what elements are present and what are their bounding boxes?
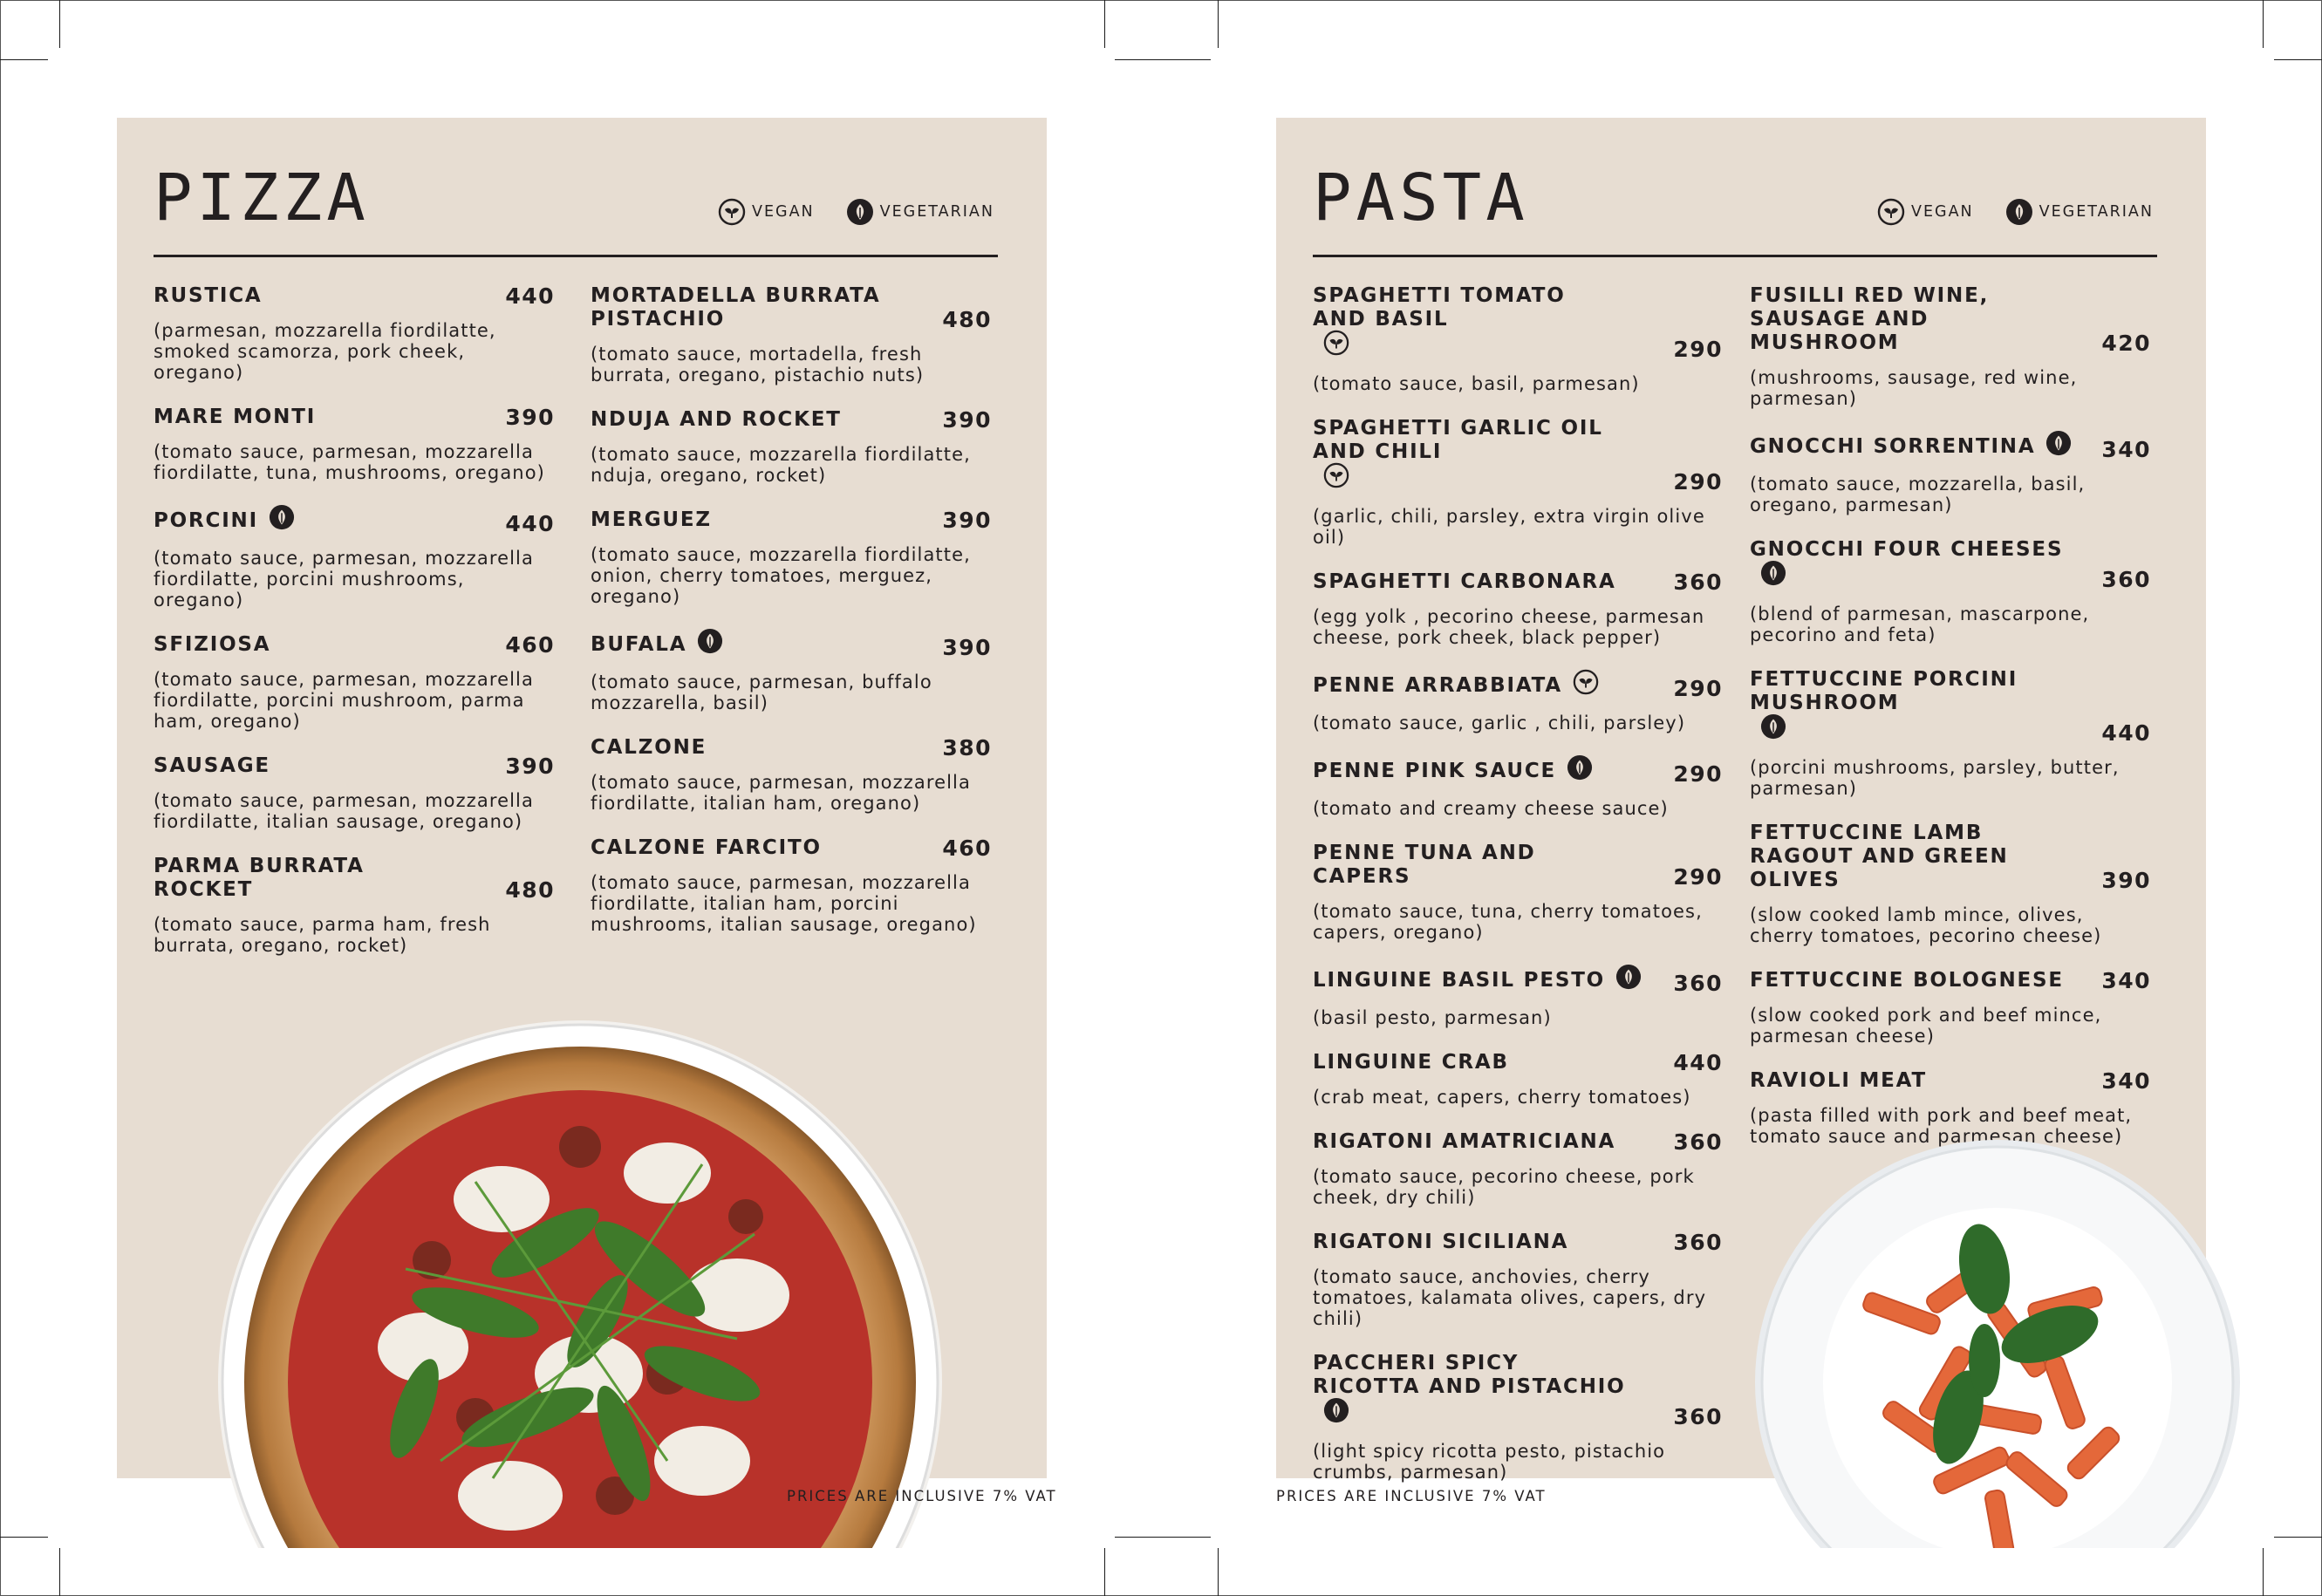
menu-item-header [591,408,992,432]
pasta-column-right [1750,284,2151,1170]
menu-item-price: 360 [1673,1404,1723,1429]
menu-item-header [154,406,555,429]
menu-item [1313,965,1723,1028]
menu-item-header [1313,570,1723,594]
menu-item-name: PARMA BURRATA ROCKET [154,855,365,901]
menu-item-header [1750,538,2151,591]
menu-item [154,506,555,610]
menu-item-price: 360 [1673,971,1723,996]
menu-item [1750,538,2151,645]
pizza-photo [214,1007,946,1548]
menu-item [591,736,992,814]
menu-item-description: (tomato sauce, parmesan, buffalo mozzarella, basil) [591,672,932,713]
crop-mark [1115,59,1211,60]
vat-note: PRICES ARE INCLUSIVE 7% VAT [787,1488,1057,1504]
vegetarian-icon [846,198,874,226]
crop-mark [1104,0,1105,48]
menu-item-description: (light spicy ricotta pesto, pistachio crumbs, parmesan) [1313,1441,1666,1483]
legend-vegetarian-label: VEGETARIAN [2039,203,2154,221]
menu-item [1313,842,1723,943]
menu-item-name: RIGATONI SICILIANA [1313,1231,1569,1253]
menu-item-description: (tomato sauce, anchovies, cherry tomatoes, kalamata olives, capers, dry chili) [1313,1266,1707,1329]
vegan-icon [1573,669,1599,699]
menu-item-header [154,754,555,778]
vegetarian-icon [269,504,295,534]
menu-item-price: 360 [1673,1129,1723,1155]
crop-mark [1115,1537,1211,1538]
menu-item-description: (tomato sauce, tuna, cherry tomatoes, capers, oregano) [1313,901,1703,943]
menu-item-header [591,736,992,760]
menu-item-name: SPAGHETTI TOMATO AND BASIL [1313,284,1566,331]
menu-item-description: (tomato sauce, basil, parmesan) [1313,373,1640,394]
menu-item-description: (porcini mushrooms, parsley, butter, parmesan) [1750,757,2120,799]
menu-item-price: 440 [1673,1050,1723,1075]
menu-item-header [154,633,555,657]
menu-item-name: CALZONE [591,736,707,759]
legend-vegan-label: VEGAN [1911,203,1974,221]
title-divider [154,255,998,257]
crop-mark [59,0,60,48]
menu-item-name: LINGUINE BASIL PESTO [1313,968,1606,992]
frame-top [0,0,2322,1]
menu-item-description: (tomato sauce, garlic , chili, parsley) [1313,713,1686,733]
menu-item-name: PENNE ARRABBIATA [1313,673,1562,697]
menu-item-description: (tomato sauce, mozzarella fiordilatte, nduja, oregano, rocket) [591,444,971,486]
crop-mark [1104,1548,1105,1596]
menu-item-description: (tomato sauce, mozzarella, basil, oregano, parmesan) [1750,474,2086,515]
menu-item-price: 290 [1673,469,1723,494]
menu-item-header [1313,417,1723,494]
menu-item-header [1313,1231,1723,1254]
crop-mark [2274,59,2322,60]
menu-item-header [1313,1130,1723,1154]
menu-item [1750,284,2151,409]
legend-vegetarian [846,198,994,226]
menu-item-name: PACCHERI SPICY RICOTTA AND PISTACHIO [1313,1352,1626,1398]
menu-item [1313,671,1723,733]
menu-item-header [591,836,992,860]
crop-mark [2263,0,2264,48]
crop-mark [2263,1548,2264,1596]
frame-left [0,0,1,1596]
vegetarian-icon [2045,430,2072,460]
menu-item-description: (tomato sauce, mozzarella fiordilatte, onion, cherry tomatoes, merguez, oregano) [591,544,971,607]
vegetarian-icon [697,628,723,658]
menu-item-name: RAVIOLI MEAT [1750,1069,1927,1092]
menu-item [1313,1352,1723,1483]
menu-item-price: 360 [1673,1230,1723,1255]
menu-item-header [591,508,992,532]
menu-item-header [1750,969,2151,992]
menu-item-name: MARE MONTI [154,406,317,428]
menu-item-price: 340 [2101,968,2151,993]
menu-item [1750,969,2151,1047]
vegetarian-icon [1323,1397,1349,1427]
menu-item-name: GNOCCHI SORRENTINA [1750,434,2036,458]
menu-item-header [1313,965,1723,995]
menu-item-price: 440 [505,511,555,536]
pasta-column-left [1313,284,1723,1505]
menu-item-name: MORTADELLA BURRATA PISTACHIO [591,284,881,331]
menu-item [1313,1130,1723,1208]
legend-vegan [718,198,815,226]
menu-item-name: RIGATONI AMATRICIANA [1313,1130,1616,1153]
menu-item [1313,284,1723,394]
menu-item-price: 290 [1673,676,1723,701]
menu-item-name: RUSTICA [154,284,263,307]
menu-item-header [154,284,555,308]
menu-item-description: (tomato sauce, pecorino cheese, pork cheek, dry chili) [1313,1166,1695,1208]
menu-item-name: NDUJA AND ROCKET [591,408,842,431]
pizza-column-right [591,284,992,958]
menu-item-header [1313,1352,1723,1429]
menu-item-name: FETTUCCINE BOLOGNESE [1750,969,2064,992]
menu-item-description: (tomato sauce, parmesan, mozzarella fiordilatte, porcini mushroom, parma ham, oregano) [154,669,534,732]
menu-item [1313,756,1723,819]
menu-item [1313,570,1723,648]
vegetarian-icon [2005,198,2033,226]
vegan-icon [1323,462,1349,492]
menu-item-description: (tomato sauce, mortadella, fresh burrata, oregano, pistachio nuts) [591,344,925,385]
menu-item-header [154,506,555,535]
menu-item-price: 390 [942,407,992,433]
legend-vegetarian [2005,198,2154,226]
menu-item-name: GNOCCHI FOUR CHEESES [1750,538,2064,561]
menu-item-name: PENNE PINK SAUCE [1313,759,1557,782]
menu-item-description: (tomato sauce, parmesan, mozzarella fiordilatte, italian ham, porcini mushrooms, italian sausage, oregano) [591,872,977,935]
menu-item-description: (mushrooms, sausage, red wine, parmesan) [1750,367,2078,409]
menu-item-name: MERGUEZ [591,508,712,531]
menu-item-header [1313,284,1723,361]
menu-item-price: 290 [1673,864,1723,890]
vegan-icon [1323,330,1349,359]
vegetarian-icon [1760,560,1786,590]
menu-item-price: 480 [942,307,992,332]
menu-item-header [154,855,555,902]
vegan-icon [1877,198,1905,226]
menu-item-price: 440 [505,283,555,309]
diet-legend [1846,198,2154,226]
diet-legend [686,198,994,226]
crop-mark [2274,1537,2322,1538]
menu-item-price: 340 [2101,437,2151,462]
menu-item-name: PENNE TUNA AND CAPERS [1313,842,1536,888]
menu-item [154,406,555,483]
menu-item-header [1750,822,2151,892]
menu-item [1313,1051,1723,1108]
menu-item-header [591,630,992,659]
menu-item-description: (garlic, chili, parsley, extra virgin olive oil) [1313,506,1705,548]
menu-item-name: CALZONE FARCITO [591,836,822,859]
menu-item [154,633,555,732]
crop-mark [0,1537,48,1538]
menu-item-price: 420 [2101,331,2151,356]
menu-item [591,508,992,607]
menu-item-price: 290 [1673,337,1723,362]
menu-item-header [1750,432,2151,461]
menu-item [1750,432,2151,515]
menu-item-description: (parmesan, mozzarella fiordilatte, smoked scamorza, pork cheek, oregano) [154,320,496,383]
menu-item-name: LINGUINE CRAB [1313,1051,1509,1074]
menu-item-description: (tomato sauce, parma ham, fresh burrata, oregano, rocket) [154,914,491,956]
menu-item-price: 290 [1673,761,1723,787]
menu-item-description: (tomato sauce, parmesan, mozzarella fiordilatte, italian ham, oregano) [591,772,971,814]
menu-item-description: (egg yolk , pecorino cheese, parmesan cheese, pork cheek, black pepper) [1313,606,1705,648]
menu-item-price: 390 [2101,868,2151,893]
menu-item-price: 390 [505,405,555,430]
menu-item-name: FETTUCCINE PORCINI MUSHROOM [1750,668,2018,714]
menu-item-price: 340 [2101,1068,2151,1094]
menu-item-description: (slow cooked lamb mince, olives, cherry tomatoes, pecorino cheese) [1750,904,2102,946]
menu-item-header [591,284,992,331]
menu-item-name: SFIZIOSA [154,633,271,656]
page-title: PASTA [1313,160,1529,235]
menu-item-header [1750,668,2151,745]
menu-item-header [1750,284,2151,355]
menu-item-description: (pasta filled with pork and beef meat, tomato sauce and parmesan cheese) [1750,1105,2133,1147]
menu-item-header [1313,756,1723,786]
menu-item-description: (basil pesto, parmesan) [1313,1007,1552,1028]
menu-item [591,408,992,486]
vegetarian-icon [1615,964,1642,993]
menu-item-header [1750,1069,2151,1093]
menu-item [1313,417,1723,548]
crop-mark [59,1548,60,1596]
menu-item-price: 440 [2101,720,2151,746]
menu-item [591,284,992,385]
menu-item-price: 390 [505,754,555,779]
menu-item-price: 460 [505,632,555,658]
menu-item-price: 480 [505,877,555,903]
menu-item [1750,668,2151,799]
legend-vegan-label: VEGAN [752,203,815,221]
menu-item [154,284,555,383]
vegan-icon [718,198,746,226]
crop-mark [1218,0,1219,48]
crop-mark [0,59,48,60]
menu-item-header [1313,671,1723,700]
menu-item [1750,822,2151,946]
menu-item-price: 390 [942,508,992,533]
legend-vegan [1877,198,1974,226]
legend-vegetarian-label: VEGETARIAN [879,203,994,221]
menu-item-description: (tomato sauce, parmesan, mozzarella fiordilatte, italian sausage, oregano) [154,790,534,832]
menu-item-name: FETTUCCINE LAMB RAGOUT AND GREEN OLIVES [1750,822,2009,891]
menu-item-name: SAUSAGE [154,754,270,777]
menu-item [1313,1231,1723,1329]
menu-item-price: 460 [942,836,992,861]
vegetarian-icon [1760,713,1786,743]
menu-item [154,855,555,956]
menu-item-description: (blend of parmesan, mascarpone, pecorino and feta) [1750,604,2090,645]
menu-item-name: PORCINI [154,508,258,532]
menu-item-name: SPAGHETTI GARLIC OIL AND CHILI [1313,417,1603,463]
menu-item-description: (crab meat, capers, cherry tomatoes) [1313,1087,1691,1108]
menu-item-header [1313,1051,1723,1074]
page-title: PIZZA [154,160,370,235]
menu-item-price: 390 [942,635,992,660]
menu-item [591,630,992,713]
vat-note: PRICES ARE INCLUSIVE 7% VAT [1276,1488,1547,1504]
menu-item-header [1313,842,1723,889]
menu-item-name: FUSILLI RED WINE, SAUSAGE AND MUSHROOM [1750,284,1990,354]
menu-item-description: (tomato and creamy cheese sauce) [1313,798,1669,819]
menu-item-description: (slow cooked pork and beef mince, parmesan cheese) [1750,1005,2102,1047]
vegetarian-icon [1567,754,1593,784]
menu-item [154,754,555,832]
pizza-column-left [154,284,555,979]
menu-item-description: (tomato sauce, parmesan, mozzarella fiordilatte, porcini mushrooms, oregano) [154,548,534,610]
crop-mark [1218,1548,1219,1596]
menu-item-name: SPAGHETTI CARBONARA [1313,570,1616,593]
pasta-photo [1749,1129,2246,1548]
menu-item-description: (tomato sauce, parmesan, mozzarella fiordilatte, tuna, mushrooms, oregano) [154,441,545,483]
title-divider [1313,255,2157,257]
menu-item-price: 360 [1673,570,1723,595]
menu-item-name: BUFALA [591,632,687,656]
menu-item [591,836,992,935]
menu-item-price: 380 [942,735,992,760]
menu-item-price: 360 [2101,567,2151,592]
